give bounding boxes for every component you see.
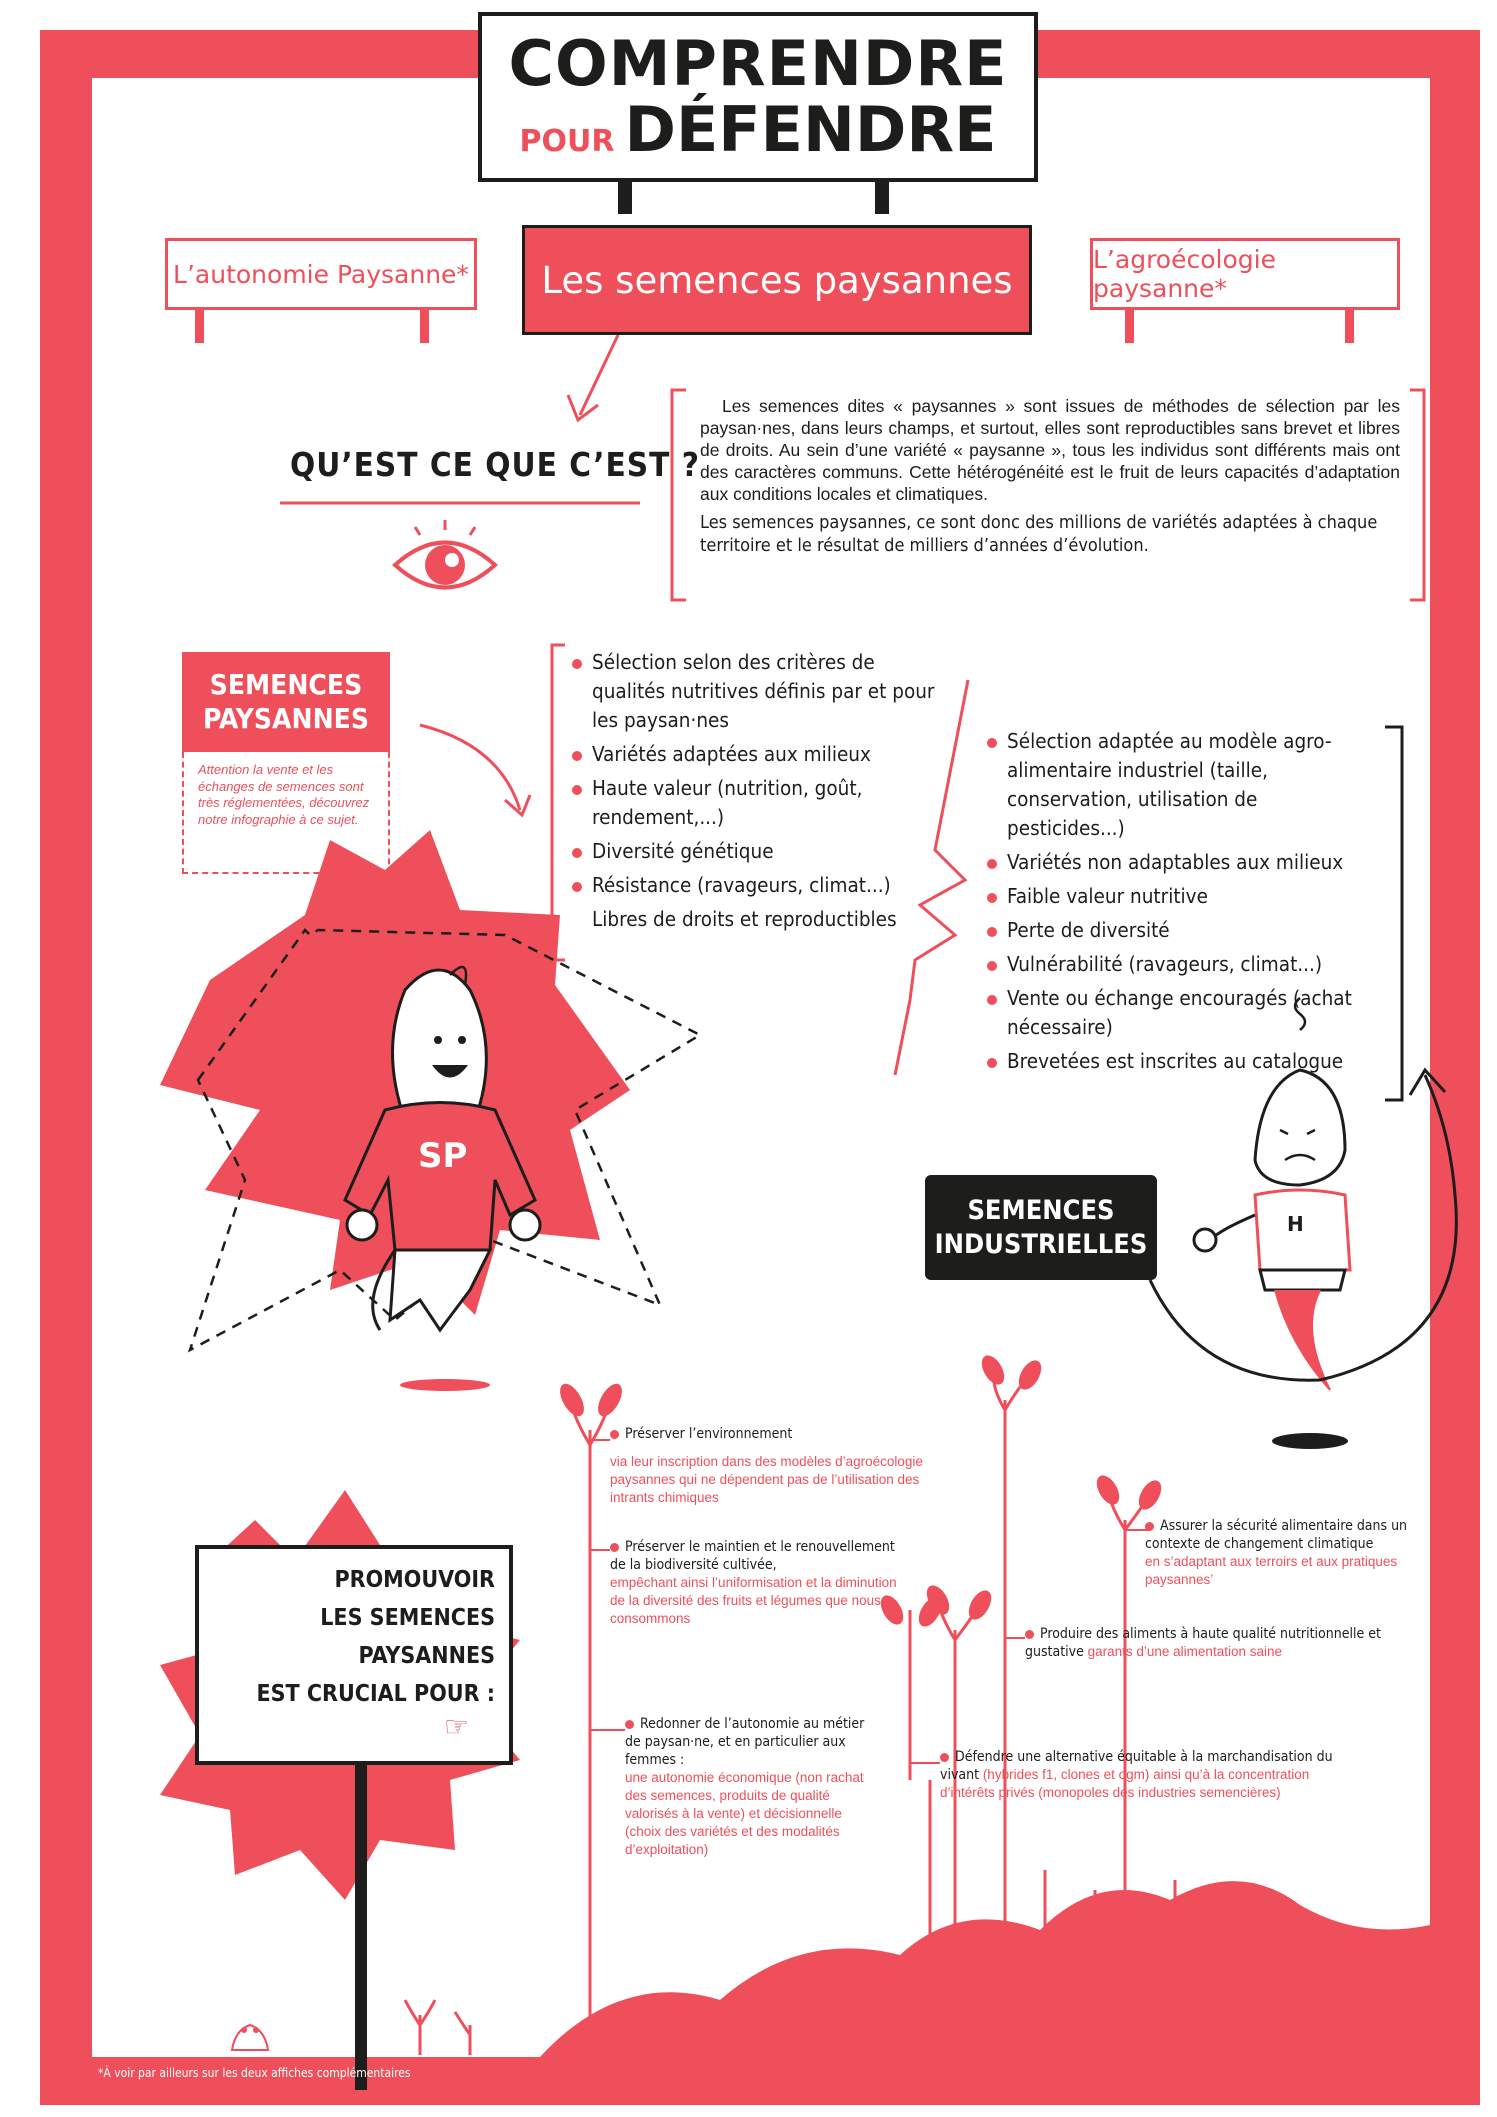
- benefit-head: [1145, 1517, 1425, 1553]
- benefit-biodiversite: [610, 1538, 900, 1628]
- list-item: Variétés adaptées aux milieux: [570, 740, 940, 769]
- list-item: Perte de diversité: [985, 916, 1380, 945]
- promouvoir-line3: EST CRUCIAL POUR :: [256, 1681, 495, 1707]
- list-item: Variétés non adaptables aux milieux: [985, 848, 1380, 877]
- list-item: Sélection selon des critères de qualités nutritives définis par et pour les paysan·nes: [570, 648, 940, 735]
- promouvoir-line1: PROMOUVOIR: [334, 1567, 495, 1593]
- benefit-sub: (hybrides f1, clones et ogm) ainsi qu’à la concentration d’intérêts privés (monopoles des industries semencières): [940, 1767, 1310, 1800]
- benefit-head: [610, 1538, 900, 1574]
- list-item: Diversité génétique: [570, 837, 940, 866]
- benefit-head-text: Redonner de l’autonomie au métier de paysan·ne, et en particulier aux femmes :: [625, 1716, 865, 1768]
- benefit-environnement: [610, 1425, 930, 1507]
- benefit-head: [625, 1715, 880, 1769]
- benefit-head: [610, 1425, 930, 1443]
- industrielles-label-line1: SEMENCES: [967, 1194, 1115, 1226]
- intro-block: [700, 395, 1400, 557]
- title-line-comprendre: COMPRENDRE: [508, 27, 1008, 100]
- benefit-securite-alimentaire: [1145, 1517, 1425, 1589]
- eye-icon: [395, 520, 495, 588]
- paysannes-label: [182, 652, 390, 752]
- hero-sp-logo: SP: [418, 1136, 468, 1176]
- list-item: Libres de droits et reproductibles: [592, 907, 897, 931]
- benefit-sub: en s’adaptant aux terroirs et aux pratiques paysannes’: [1145, 1554, 1398, 1587]
- sign-agroecologie-paysanne: [1090, 238, 1400, 310]
- title-pour: POUR: [519, 124, 615, 159]
- benefit-qualite-nutritionnelle: [1025, 1625, 1425, 1661]
- industrielles-list: [985, 727, 1380, 1081]
- benefit-head-text: Préserver l’environnement: [625, 1426, 793, 1442]
- poster-title: [478, 12, 1038, 182]
- question-heading: QU’EST CE QUE C’EST ?: [290, 445, 700, 484]
- list-item: Sélection adaptée au modèle agro-alimentaire industriel (taille, conservation, utilisation de pesticides...): [985, 727, 1380, 843]
- benefit-sub: garants d’une alimentation saine: [1087, 1644, 1282, 1659]
- list-item: Haute valeur (nutrition, goût, rendement,...): [570, 774, 940, 832]
- pointing-hand-icon: ☞: [443, 1711, 469, 1742]
- list-item: Faible valeur nutritive: [985, 882, 1380, 911]
- benefit-head-text: Préserver le maintien et le renouvellement de la biodiversité cultivée,: [610, 1539, 895, 1573]
- list-item: Vente ou échange encouragés (achat nécessaire): [985, 984, 1380, 1042]
- paysannes-note: Attention la vente et les échanges de semences sont très réglementées, découvrez notre infographie à ce sujet.: [182, 752, 390, 874]
- benefit-alternative-equitable: [940, 1748, 1350, 1802]
- sign-autonomie-label: L’autonomie Paysanne*: [173, 259, 469, 289]
- promouvoir-sign: [195, 1545, 513, 1765]
- benefit-sub: une autonomie économique (non rachat des semences, produits de qualité valorisés à la vente) et décisionnelle (choix des variétés et des modalités d’exploitation): [625, 1770, 864, 1857]
- promouvoir-line2: LES SEMENCES PAYSANNES: [320, 1605, 495, 1669]
- frog-illustration: [232, 2025, 268, 2050]
- intro-paragraph: Les semences dites « paysannes » sont issues de méthodes de sélection par les paysan·nes, dans leurs champs, et surtout, elles sont reproductibles sans brevet et libres de droits. Au sein d’une variété « paysanne », tous les individus sont différents mais ont des caractères communs. Cette hétérogénéité est le fruit de leurs capacités d’adaptation aux conditions locales et climatiques.: [700, 396, 1400, 504]
- industrielles-label: [925, 1175, 1157, 1280]
- title-line-defendre: [519, 93, 997, 166]
- paysannes-label-line1: SEMENCES: [209, 668, 363, 701]
- paysannes-list: [570, 648, 940, 939]
- benefit-head-text: Assurer la sécurité alimentaire dans un contexte de changement climatique: [1145, 1518, 1408, 1552]
- benefit-head: Produire des aliments à haute qualité nutritionnelle et gustative: [1025, 1626, 1381, 1660]
- sign-agroecologie-label: L’agroécologie paysanne*: [1093, 245, 1276, 303]
- list-item: Vulnérabilité (ravageurs, climat...): [985, 950, 1380, 979]
- industrielles-label-line2: INDUSTRIELLES: [934, 1228, 1148, 1260]
- benefit-head: Défendre une alternative équitable à la marchandisation du vivant: [940, 1749, 1333, 1783]
- title-defendre: DÉFENDRE: [624, 93, 997, 166]
- sign-semences-paysannes: [522, 225, 1032, 335]
- paysannes-label-line2: PAYSANNES: [202, 702, 370, 735]
- sign-autonomie-paysanne: [165, 238, 477, 310]
- industrial-h-logo: H: [1287, 1212, 1304, 1236]
- list-item: Brevetées est inscrites au catalogue: [985, 1047, 1380, 1076]
- benefit-sub: empêchant ainsi l’uniformisation et la diminution de la diversité des fruits et légumes que nous consommons: [610, 1575, 897, 1626]
- intro-conclusion: Les semences paysannes, ce sont donc des millions de variétés adaptées à chaque territoire et le résultat de milliers d’années d’évolution.: [700, 512, 1378, 556]
- footnote: *À voir par ailleurs sur les deux affiches complémentaires: [98, 2066, 411, 2080]
- benefit-autonomie: [625, 1715, 880, 1859]
- benefit-sub: via leur inscription dans des modèles d’agroécologie paysannes qui ne dépendent pas de l’utilisation des intrants chimiques: [610, 1454, 923, 1505]
- sign-semences-label: Les semences paysannes: [541, 258, 1013, 302]
- list-item: Résistance (ravageurs, climat...): [570, 871, 940, 900]
